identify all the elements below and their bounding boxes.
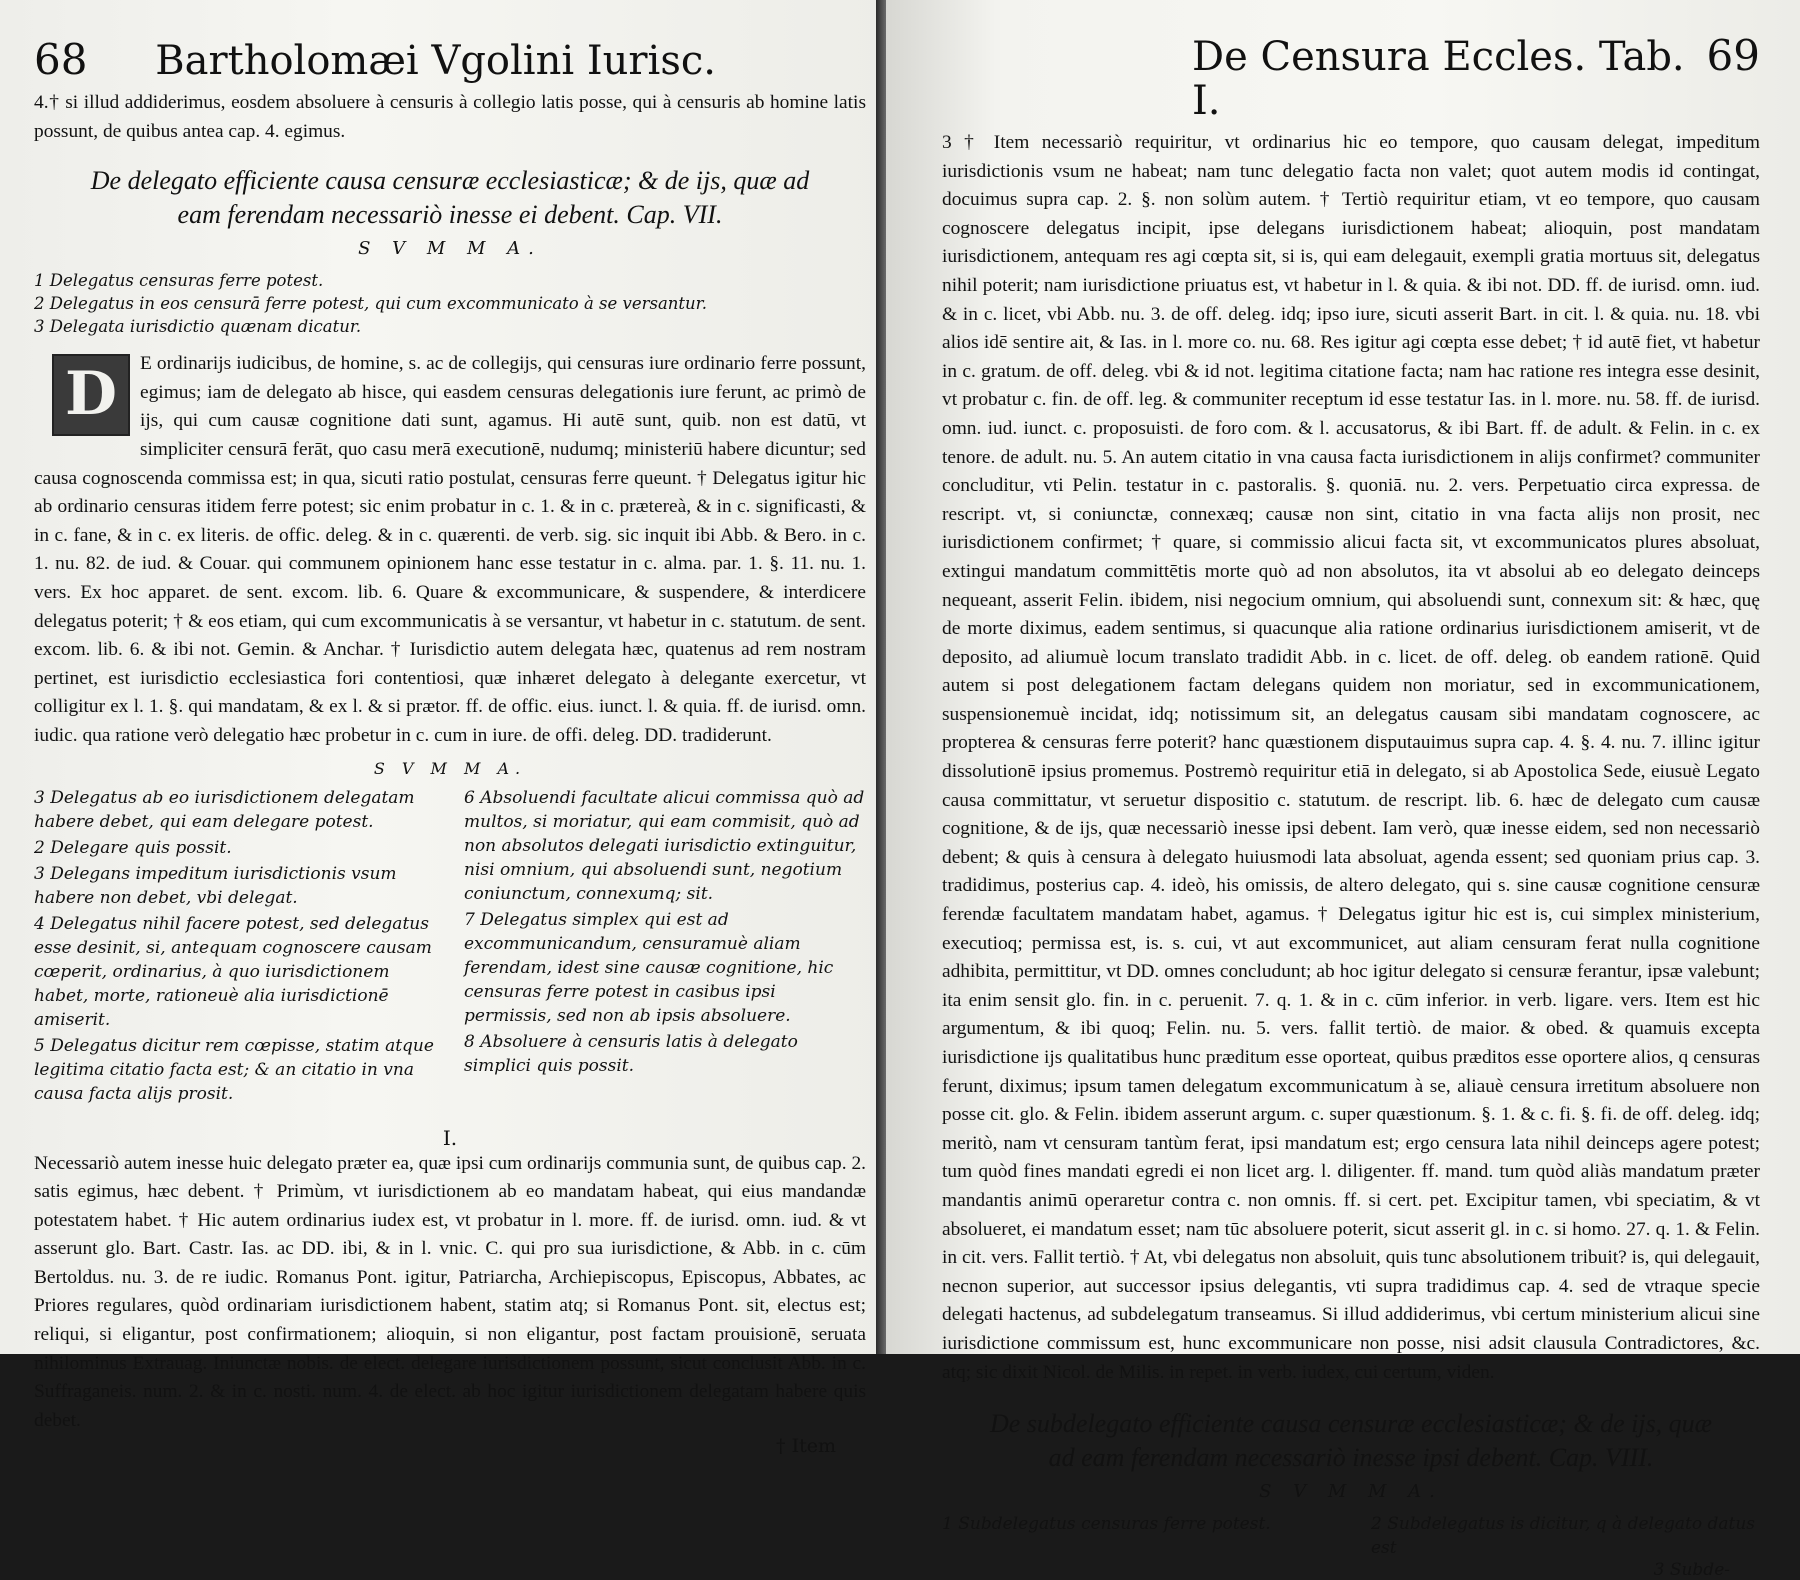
summary-item: 1 Delegatus censuras ferre potest. xyxy=(34,271,324,291)
chapter-body-1 xyxy=(34,350,866,750)
summary-item: 7 Delegatus simplex qui est ad excommunicandum, censuramuè aliam ferendam, idest sine causæ cognitione, hic censuras ferre potest in casibus ipsi permissis, sed non ab ipsis absoluere. xyxy=(464,909,834,1026)
summary-column-left xyxy=(34,786,436,1108)
summary-list-c xyxy=(942,1512,1760,1560)
summa-label-1: S V M M A. xyxy=(358,238,542,260)
summary-item: 8 Absoluere à censuris latis à delegato simplici quis possit. xyxy=(464,1031,798,1076)
left-page-header xyxy=(34,35,866,84)
right-page-header xyxy=(942,31,1760,124)
left-opening-text: 4.† si illud addiderimus, eosdem absoluere à censuris à collegio latis posse, qui à censuris ab homine latis possunt, de quibus antea cap. 4. egimus. xyxy=(34,92,866,142)
summa-label-2: S V M M A. xyxy=(373,758,527,778)
left-page-number: 68 xyxy=(34,35,88,84)
summary-item: 6 Absoluendi facultate alicui commissa quò ad multos, si moriatur, qui eam commisit, quò ad non absolutos delegati iurisdictio extinguitur, nisi omnium, qui absoluendi sunt, negotium coniunctum, connexumq; sit. xyxy=(464,787,865,904)
body-paragraph-2: Necessariò autem inesse huic delegato præter ea, quæ ipsi cum ordinarijs communia sunt, de quibus cap. 2. satis egimus, hæc debent. † Primùm, vt iurisdictionem ab eo mandatam habeat, qui eius mandandæ potestatem habet. † Hic autem ordinarius iudex est, vt probatur in l. more. ff. de iurisd. omn. iud. & vt asserunt glo. Bart. Castr. Ias. ac DD. ibi, & in l. vnic. C. qui pro sua iurisdictione, & Abb. in c. cūm Bertoldus. nu. 3. de re iudic. Romanus Pont. igitur, Patriarcha, Archiepiscopus, Episcopus, Abbates, ac Priores regulares, quòd ordinariam iurisdictionem habent, statim atq; si Romanus Pont. sit, electus est; reliqui, si eligantur, post confirmationem; alioquin, si non eligantur, post factam prouisionē, seruata nihilominus Extrauag. Iniunctæ nobis. de elect. delegare iurisdictionem possunt, sicut conclusit Abb. in c. Suffraganeis. num. 2. & in c. nosti. num. 4. de elect. ab hoc igitur iurisdictionem delegatam habere quis debet. xyxy=(34,1152,866,1431)
chapter-7-title: De delegato efficiente causa censuræ ecclesiasticæ; & de ijs, quæ ad eam ferendam necessariò inesse ei debent. Cap. VII. xyxy=(90,166,810,230)
right-running-head: De Censura Eccles. Tab. I. xyxy=(1192,34,1685,124)
left-running-head: Bartholomæi Vgolini Iurisc. xyxy=(155,38,716,84)
summary-item: 1 Subdelegatus censuras ferre potest. xyxy=(942,1514,1271,1535)
summary-item: 4 Delegatus nihil facere potest, sed delegatus esse desinit, si, antequam cognoscere causam cœperit, ordinarius, à quo iurisdictionem habet, morte, rationeuè alia iurisdictionē amiserit. xyxy=(34,913,432,1030)
summary-item: 2 Delegare quis possit. xyxy=(34,837,232,858)
left-page xyxy=(0,0,886,1458)
summary-list-b xyxy=(34,786,866,1108)
summary-item: 3 Delegatus ab eo iurisdictionem delegatam habere debet, qui eam delegare potest. xyxy=(34,787,415,832)
right-page-number: 69 xyxy=(1706,31,1760,80)
dropcap-initial: D xyxy=(52,354,130,436)
summary-list-a xyxy=(34,269,866,338)
summary-column-right xyxy=(464,786,866,1108)
summary-item: 5 Delegatus dicitur rem cœpisse, statim atque legitima citatio facta est; & an citatio in vna causa facta alijs prosit. xyxy=(34,1035,434,1104)
summary-item: 3 Delegata iurisdictio quænam dicatur. xyxy=(34,317,362,337)
left-catchword: † Item xyxy=(776,1435,836,1458)
section-mark: I. xyxy=(442,1125,458,1150)
summary-item: 2 Subdelegatus is dicitur, q à delegato datus est xyxy=(1371,1514,1756,1559)
summary-item: 3 Delegans impeditum iurisdictionis vsum habere non debet, vbi delegat. xyxy=(34,863,397,908)
right-page xyxy=(886,0,1800,1580)
summa-label-3: S V M M A. xyxy=(1259,1481,1443,1503)
right-body-text: 3 † Item necessariò requiritur, vt ordinarius hic eo tempore, quo causam delegat, impeditum iurisdictionis vsum ne habeat; nam tunc delegatio facta non valet; quot autem modis id contingat, docuimus supra cap. 2. §. non solùm autem. † Tertiò requiritur etiam, vt eo tempore, quo causam cognoscere delegatus incipit, ipse delegans iurisdictionem habeat; alioquin, post mandatam iurisdictionem, antequam res agi cœpta sit, si is, qui eam delegauit, exempli gratia mortuus sit, delegatus nihil poterit; nam iurisdictione priuatus est, vt habetur in l. & quia. & ibi not. DD. ff. de iurisd. omn. iud. & in c. licet, vbi Abb. nu. 3. de off. deleg. idq; ipso iure, sicuti asserit Bart. in cit. l. & quia. nu. 18. vbi alios idē sentire ait, & Ias. in l. more co. nu. 68. Res igitur agi cœpta esse debet; † id autē fiet, vt habetur in c. gratum. de off. deleg. vbi & id not. legitima citatione facta; nam hac ratione res integra esse desinit, vt probatur c. fin. de off. leg. & communiter receptum id esse testatur Ias. in l. more. nu. 58. ff. de iurisd. omn. iud. iunct. c. proposuisti. de foro com. & l. accusatorus, & ibi Bart. ff. de adult. & Felin. in c. ex tenore. de adult. nu. 5. An autem citatio in vna causa facta iurisdictionem in alijs confirmet? communiter concluditur, vti Pelin. testatur in c. pastoralis. §. quoniā. nu. 2. vers. Perpetuatio circa expressa. de rescript. vt, si coniunctæ, connexæq; causæ non sint, citatio in vna facta alijs non prosit, nec iurisdictionem confirmet; † quare, si commissio alicui facta sit, vt excommunicatos plures absoluat, extingui mandatum committētis morte quò ad non absolutos, ita vt absolui ab eo delegato deinceps nequeant, asserit Felin. ibidem, nisi negocium omnium, qui absoluendi sunt, connexum sit: & hæc, quę de morte diximus, eadem sentimus, si quacunque alia ratione ordinarius iurisdictionem amiserit, vt de deposito, ad aliumuè locum translato tradidit Abb. in c. licet. de off. deleg. ob eandem rationē. Quid autem si post delegationem factam delegans quidem non moriatur, sed in excommunicationem, suspensionemuè incidat, idq; notissimum sit, an delegatus causam sibi mandatam cognoscere, ac propterea & censuras ferre poterit? hanc quæstionem disputauimus supra cap. 4. §. 4. nu. 7. illinc igitur dissolutionē ipsius promemus. Postremò requiritur etiā in delegato, si ab Apostolica Sede, eiusuè Legato causa committatur, vt seruetur dispositio c. statutum. de rescript. lib. 6. hæc de delegato cum causæ cognitione, & de ijs, quæ necessariò inesse ipsi debent. Iam verò, quæ inesse eidem, sed non necessariò debent; & quis à censura à delegato huiusmodi lata absoluat, agenda essent; sed quoniam prius cap. 3. tradidimus, posterius cap. 4. ideò, his omissis, de altero delegato, qui s. sine causæ cognitione censuræ ferendæ facultatem mandatam habet, agamus. † Delegatus igitur hic est is, cui simplex ministerium, executioq; permissa est, is. s. cui, vt aut excommunicet, aut aliam censuram ferat nulla cognitione adhibita, permittitur, vt DD. omnes concludunt; ab hoc igitur delegato si censuræ ferantur, ipsæ valebunt; ita enim sensit glo. fin. in c. peruenit. 7. q. 1. & in c. cūm inferior. in verb. ligare. vers. Item est hic argumentum, & ibi quoq; Felin. nu. 5. vers. fallit tertiò. de maior. & obed. & quamuis excepta iurisdictione ijs qualitatibus hunc præditum esse oporteat, quibus præditos esse oportere alios, q censuras ferunt, diximus; ipsum tamen delegatum excommunicatum à se, aliauè censura irretitum absoluere non posse cit. glo. & Felin. ibidem asserunt argum. c. super quæstionum. §. 1. & c. fi. §. fi. de off. deleg. idq; meritò, nam vt censuram tantùm ferat, ipsi mandatum est; ergo censura lata nihil deinceps agere potest; tum quòd fines mandati egredi ei non licet arg. l. diligenter. ff. mand. tum quòd aliàs mandatum præter mandantis animū operaretur contra c. non omnis. ff. si cert. pet. Excipitur tamen, vbi speciatim, & vt absolueret, ei mandatum esset; nam tūc absoluere poterit, sicut asserit gl. in c. si homo. 27. q. 1. & Felin. in cit. vers. Fallit tertiò. † At, vbi delegatus non absoluit, quis tunc absolutionem tribuit? is, qui delegauit, necnon superior, aut successor ipsius delegantis, vti supra tradidimus cap. 4. sed de vtraque specie delegati hactenus, ad subdelegatum transeamus. Si illud addiderimus, vbi certum ministerium alicui sine iurisdictione commissum est, hunc excommunicare non posse, nisi adsit clausula Contradictores, &c. atq; sic dixit Nicol. de Milis. in repet. in verb. iudex, cui certum, viden. xyxy=(942,132,1760,1383)
summary-item: 2 Delegatus in eos censurā ferre potest, qui cum excommunicato à se versantur. xyxy=(34,294,708,314)
body-paragraph-1: E ordinarijs iudicibus, de homine, s. ac de collegijs, qui censuras iure ordinario ferre possunt, egimus; iam de delegato ab hisce, qui easdem censuras delegationis iure ferunt, ac primò de ijs, qui cum causæ cognitione dati sunt, agamus. Hi autē sunt, quib. non est datū, vt simpliciter censurā ferāt, quo casu merā executionē, nudumq; ministeriū habere dicuntur; sed causa cognoscenda commissa est; in qua, sicuti ratio postulat, censuras ferre queunt. † Delegatus igitur hic ab ordinario censuras itidem ferre potest; sic enim probatur in c. 1. & in c. prætereà, & in c. significasti, & in c. fane, & in c. ex literis. de offic. deleg. & in c. quærenti. de verb. sig. sic inquit ibi Abb. & Bero. in c. 1. nu. 82. de iud. & Couar. qui communem opinionem hanc esse testatur in c. alma. par. 1. §. 11. nu. 1. vers. Ex hoc apparet. de sent. excom. lib. 6. Quare & excommunicare, & suspendere, & interdicere delegatus poterit; † & eos etiam, qui cum excommunicatis à se versantur, vt habetur in c. statutum. de sent. excom. lib. 6. & ibi not. Gemin. & Anchar. † Iurisdictio autem delegata hæc, quatenus ad rem nostram pertinet, est iurisdictio ecclesiastica fori contentiosi, quæ inhæret delegato à delegante exercetur, vt colligitur ex l. 1. §. qui mandatam, & ex l. & si prætor. ff. de offic. eius. iunct. l. & quia. ff. de iurisd. omn. iudic. qua ratione verò delegatio hæc probetur in c. cum in iure. de offi. deleg. DD. tradiderunt. xyxy=(34,353,866,746)
right-catchword: 3 Subde- xyxy=(1653,1560,1730,1580)
chapter-8-title: De subdelegato efficiente causa censuræ ecclesiasticæ; & de ijs, quæ ad eam ferendam necessariò inesse ipsi debent. Cap. VIII. xyxy=(989,1409,1713,1473)
